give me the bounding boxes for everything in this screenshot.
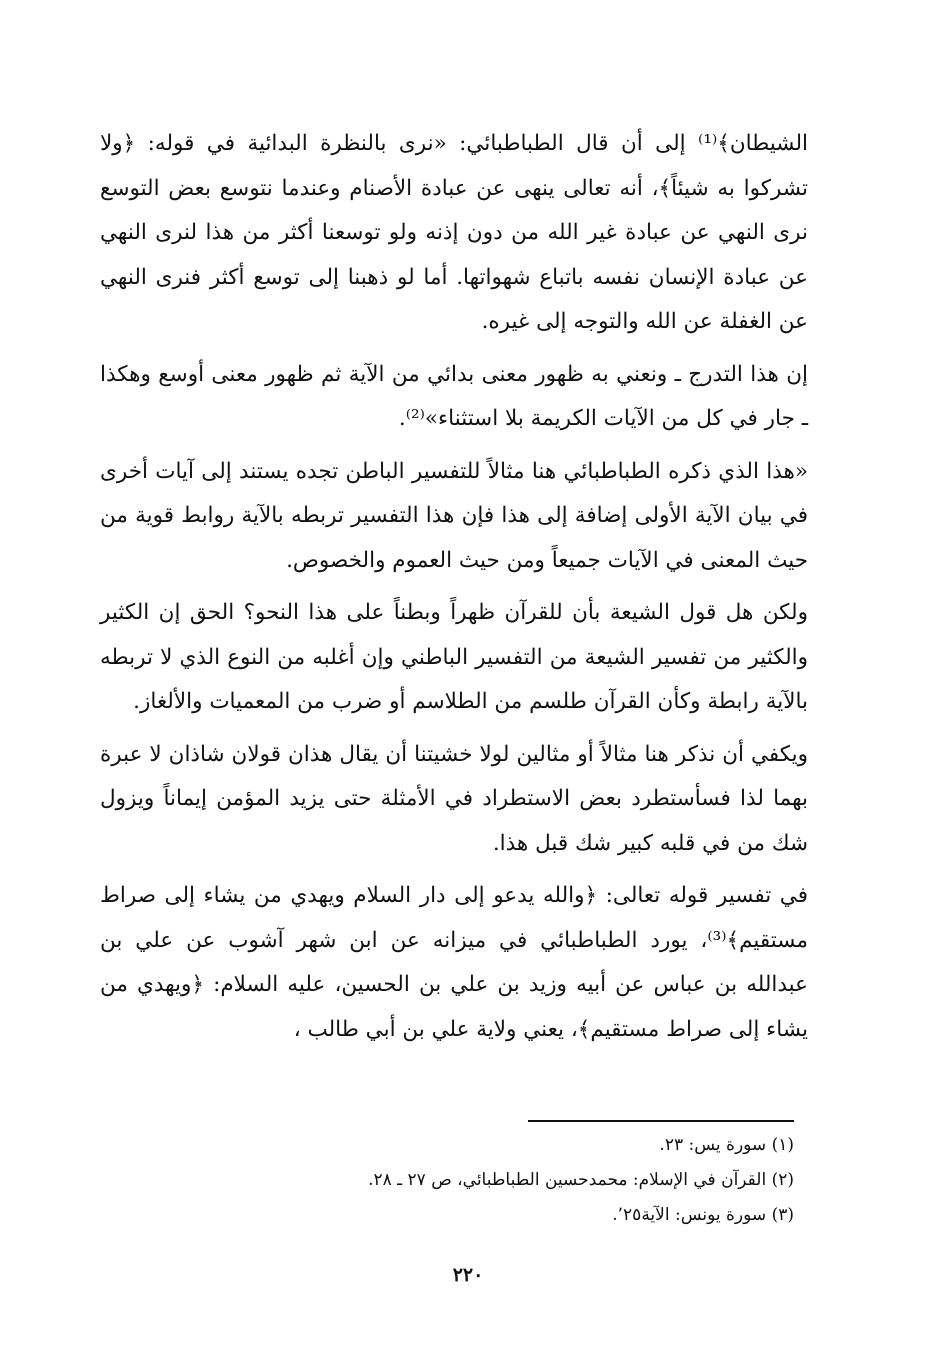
paragraph-3: «هذا الذي ذكره الطباطبائي هنا مثالاً للتفسير الباطن تجده يستند إلى آيات أخرى في بيان الآية الأولى إضافة إلى هذا فإن هذا التفسير تربطه بالآية روابط قوية من حيث المعنى في الآيات جميعاً ومن حيث العموم والخصوص. xyxy=(100,458,808,573)
paragraph-5: ويكفي أن نذكر هنا مثالاً أو مثالين لولا خشيتنا أن يقال هذان قولان شاذان لا عبرة بهما لذا فسأستطرد بعض الاستطراد في الأمثلة حتى يزيد المؤمن إيماناً ويزول شك من في قلبه كبير شك قبل هذا. xyxy=(100,741,808,856)
footnotes xyxy=(220,1128,794,1233)
footnote-2: (٢) القرآن في الإسلام: محمدحسين الطباطبائي، ص ٢٧ ـ ٢٨. xyxy=(368,1170,794,1190)
main-text xyxy=(100,122,808,1060)
paragraph-1: الشيطان﴾⁽¹⁾ إلى أن قال الطباطبائي: «نرى بالنظرة البدائية في قوله: ﴿ولا تشركوا به شيئاً﴾، أنه تعالى ينهى عن عبادة الأصنام وعندما نتوسع بعض التوسع نرى النهي عن عبادة غير الله من دون إذنه ولو توسعنا أكثر من هذا لنرى النهي عن عبادة الإنسان نفسه باتباع شهواتها. أما لو ذهبنا إلى توسع أكثر فنرى النهي عن الغفلة عن الله والتوجه إلى غيره. xyxy=(100,131,808,334)
page-number: ٢٢٠ xyxy=(452,1264,484,1286)
footnote-divider xyxy=(528,1120,794,1122)
footnote-3: (٣) سورة يونس: الآية٬٢٥. xyxy=(612,1205,794,1225)
paragraph-6: في تفسير قوله تعالى: ﴿والله يدعو إلى دار السلام ويهدي من يشاء إلى صراط مستقيم﴾⁽³⁾، يورد الطباطبائي في ميزانه عن ابن شهر آشوب عن علي بن عبدالله بن عباس عن أبيه وزيد بن علي بن الحسين، عليه السلام: ﴿ويهدي من يشاء إلى صراط مستقيم﴾، يعني ولاية علي بن أبي طالب ، xyxy=(100,883,808,1042)
paragraph-2: إن هذا التدرج ـ ونعني به ظهور معنى بدائي من الآية ثم ظهور معنى أوسع وهكذا ـ جار في كل من الآيات الكريمة بلا استثناء»⁽²⁾. xyxy=(100,361,808,431)
paragraph-4: ولكن هل قول الشيعة بأن للقرآن ظهراً وبطناً على هذا النحو؟ الحق إن الكثير والكثير من تفسير الشيعة من التفسير الباطني وإن أغلبه من النوع الذي لا تربطه بالآية رابطة وكأن القرآن طلسم من الطلاسم أو ضرب من المعميات والألغاز. xyxy=(100,600,808,714)
footnote-1: (١) سورة يس: ٢٣. xyxy=(659,1135,794,1155)
